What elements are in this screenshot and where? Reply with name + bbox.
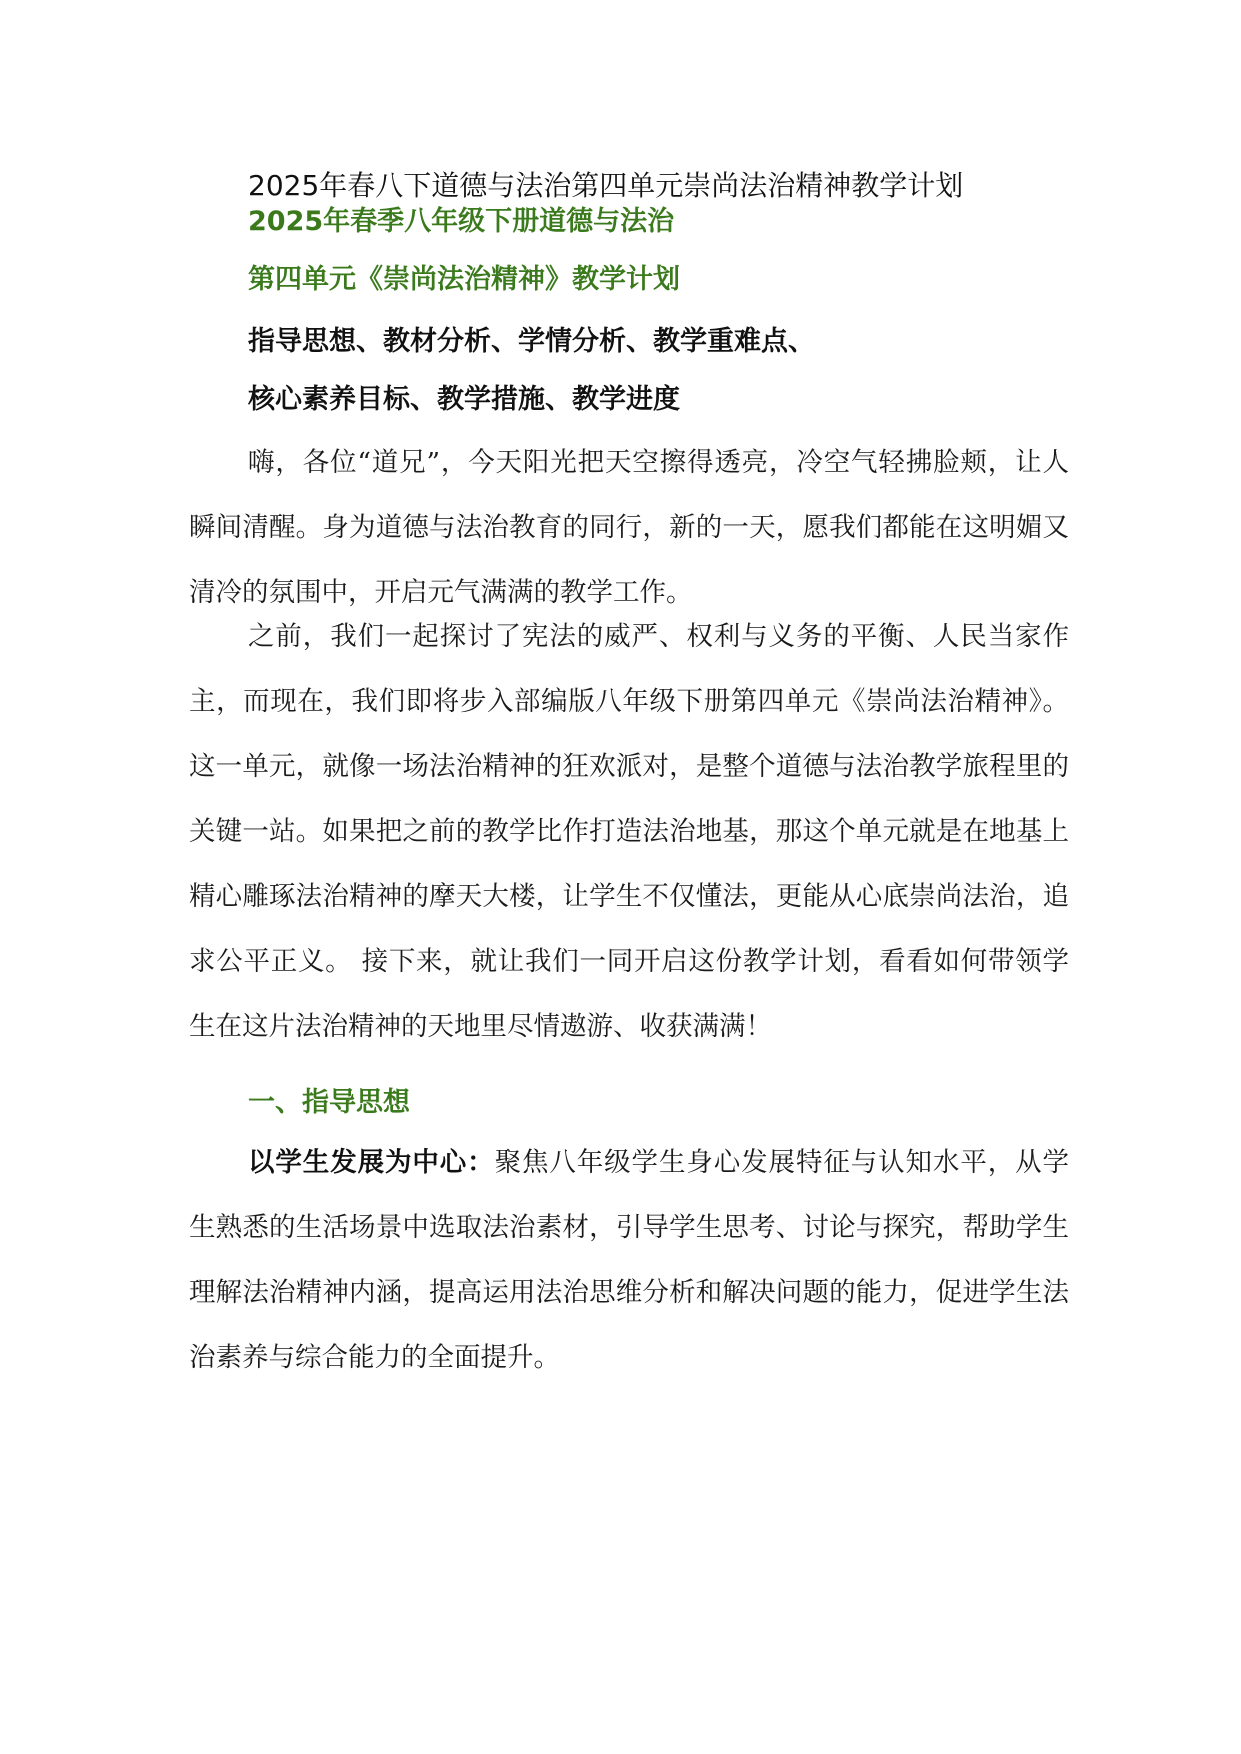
contents-line-2: 核心素养目标、教学措施、教学进度 (248, 384, 680, 415)
intro-paragraph-greeting: 嗨，各位“道兄”，今天阳光把天空擦得透亮，冷空气轻拂脸颊，让人瞬间清醒。身为道德与法治教育的同行，新的一天，愿我们都能在这明媚又清冷的氛围中，开启元气满满的教学工作。 (189, 447, 1069, 608)
intro-paragraph-unit-overview: 之前，我们一起探讨了宪法的威严、权利与义务的平衡、人民当家作主，而现在，我们即将步入部编版八年级下册第四单元《崇尚法治精神》。这一单元，就像一场法治精神的狂欢派对，是整个道德与法治教学旅程里的关键一站。如果把之前的教学比作打造法治地基，那这个单元就是在地基上精心雕琢法治精神的摩天大楼，让学生不仅懂法，更能从心底崇尚法治，追求公平正义。 接下来，就让我们一同开启这份教学计划，看看如何带领学生在这片法治精神的天地里尽情遨游、收获满满！ (189, 621, 1069, 1042)
section-1-body: 聚焦八年级学生身心发展特征与认知水平，从学生熟悉的生活场景中选取法治素材，引导学生思考、讨论与探究，帮助学生理解法治精神内涵，提高运用法治思维分析和解决问题的能力，促进学生法治素养与综合能力的全面提升。 (189, 1147, 1070, 1373)
section-1-paragraph (189, 1130, 1069, 1390)
section-1-lead: 以学生发展为中心： (248, 1147, 495, 1178)
contents-line-1: 指导思想、教材分析、学情分析、教学重难点、 (248, 326, 815, 357)
section-1-heading: 一、指导思想 (248, 1087, 410, 1118)
document-title: 2025年春八下道德与法治第四单元崇尚法治精神教学计划 (248, 169, 964, 202)
heading-unit-plan: 第四单元《崇尚法治精神》教学计划 (248, 264, 680, 295)
heading-grade-subject: 2025年春季八年级下册道德与法治 (248, 206, 675, 237)
